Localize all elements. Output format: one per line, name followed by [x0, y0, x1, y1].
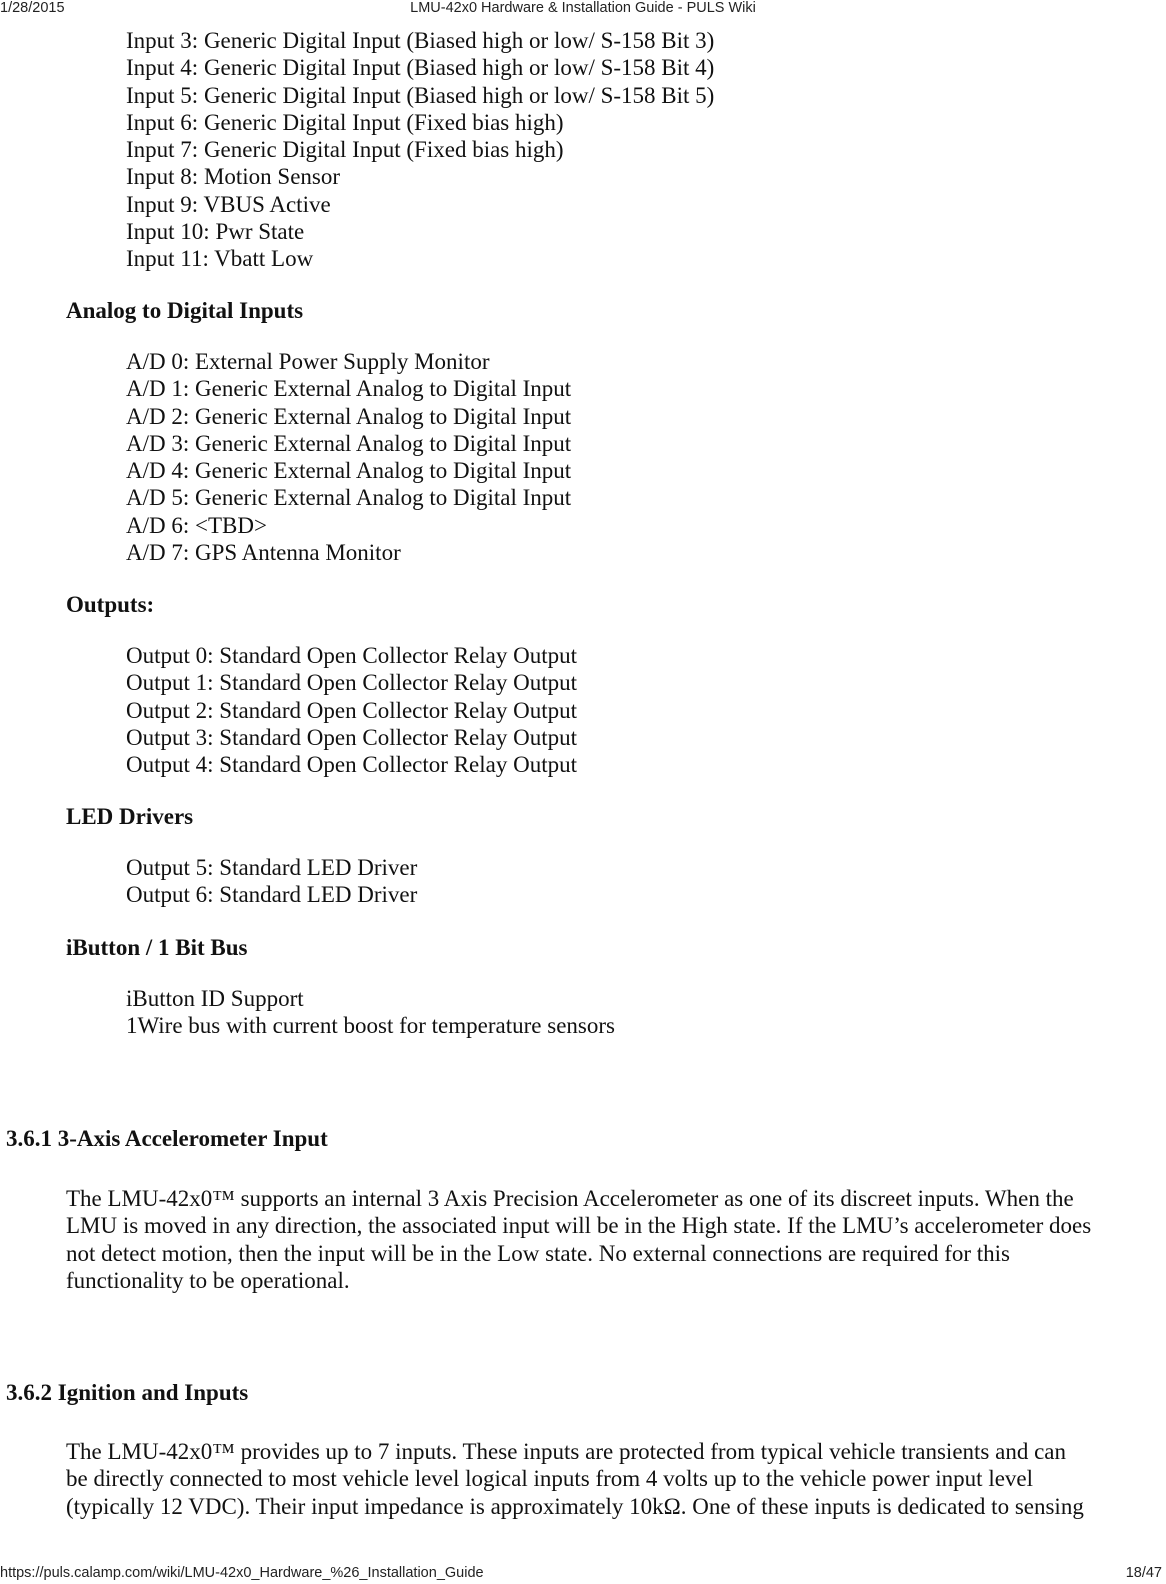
print-date: 1/28/2015	[0, 0, 65, 16]
paragraph-line: (typically 12 VDC). Their input impedance is approximately 10kΩ. One of these inputs is dedicated to sensing	[66, 1493, 1084, 1519]
list-item: Output 5: Standard LED Driver	[126, 855, 418, 880]
list-item: Input 3: Generic Digital Input (Biased high or low/ S-158 Bit 3)	[126, 28, 715, 53]
page-footer	[0, 1565, 1166, 1583]
paragraph-line: not detect motion, then the input will be in the Low state. No external connections are required for this	[66, 1240, 1011, 1266]
list-item: A/D 5: Generic External Analog to Digital Input	[126, 485, 572, 511]
analog-inputs-heading: Analog to Digital Inputs	[66, 298, 304, 323]
list-item: Input 9: VBUS Active	[126, 191, 331, 217]
list-item: Input 7: Generic Digital Input (Fixed bias high)	[126, 137, 564, 163]
list-item: Input 5: Generic Digital Input (Biased high or low/ S-158 Bit 5)	[126, 82, 715, 108]
analog-inputs-list	[126, 348, 571, 566]
list-item: A/D 0: External Power Supply Monitor	[126, 349, 490, 374]
list-item: A/D 3: Generic External Analog to Digital Input	[126, 430, 572, 456]
section-heading-ignition: 3.6.2 Ignition and Inputs	[6, 1380, 249, 1405]
list-item: A/D 1: Generic External Analog to Digital Input	[126, 376, 572, 402]
list-item: A/D 4: Generic External Analog to Digital Input	[126, 458, 572, 484]
list-item: Output 2: Standard Open Collector Relay Output	[126, 697, 577, 723]
paragraph-line: functionality to be operational.	[66, 1267, 350, 1293]
ignition-paragraph	[66, 1438, 1162, 1520]
paragraph-line: LMU is moved in any direction, the associated input will be in the High state. If the LMU’s accelerometer does	[66, 1213, 1092, 1239]
list-item: Output 4: Standard Open Collector Relay Output	[126, 752, 577, 778]
led-drivers-list	[126, 854, 417, 909]
list-item: Output 0: Standard Open Collector Relay Output	[126, 643, 577, 668]
section-heading-accelerometer: 3.6.1 3-Axis Accelerometer Input	[6, 1126, 328, 1151]
list-item: Input 6: Generic Digital Input (Fixed bias high)	[126, 109, 564, 135]
page-header	[0, 0, 1166, 18]
list-item: 1Wire bus with current boost for temperature sensors	[126, 1013, 615, 1039]
page-title: LMU-42x0 Hardware & Installation Guide - PULS Wiki	[410, 0, 756, 16]
list-item: A/D 6: <TBD>	[126, 512, 267, 538]
list-item: Input 11: Vbatt Low	[126, 246, 314, 272]
paragraph-line: The LMU-42x0™ supports an internal 3 Axis Precision Accelerometer as one of its discreet inputs. When the	[66, 1186, 1074, 1211]
list-item: Output 6: Standard LED Driver	[126, 882, 418, 908]
list-item: A/D 7: GPS Antenna Monitor	[126, 540, 401, 566]
list-item: Output 3: Standard Open Collector Relay Output	[126, 724, 577, 750]
list-item: iButton ID Support	[126, 986, 304, 1011]
page-url: https://puls.calamp.com/wiki/LMU-42x0_Hardware_%26_Installation_Guide	[0, 1565, 484, 1581]
list-item: A/D 2: Generic External Analog to Digital Input	[126, 403, 572, 429]
paragraph-line: The LMU-42x0™ provides up to 7 inputs. These inputs are protected from typical vehicle transients and can	[66, 1439, 1066, 1464]
list-item: Output 1: Standard Open Collector Relay Output	[126, 670, 577, 696]
list-item: Input 8: Motion Sensor	[126, 164, 341, 190]
digital-inputs-list	[126, 27, 714, 273]
outputs-heading: Outputs:	[66, 592, 155, 617]
ibutton-heading: iButton / 1 Bit Bus	[66, 935, 248, 960]
accelerometer-paragraph	[66, 1185, 1162, 1294]
list-item: Input 10: Pwr State	[126, 219, 305, 245]
led-drivers-heading: LED Drivers	[66, 804, 194, 829]
page-number: 18/47	[1125, 1565, 1162, 1581]
paragraph-line: be directly connected to most vehicle level logical inputs from 4 volts up to the vehicle power input level	[66, 1466, 1034, 1492]
outputs-list	[126, 642, 577, 778]
ibutton-list	[126, 985, 615, 1040]
list-item: Input 4: Generic Digital Input (Biased high or low/ S-158 Bit 4)	[126, 55, 715, 81]
